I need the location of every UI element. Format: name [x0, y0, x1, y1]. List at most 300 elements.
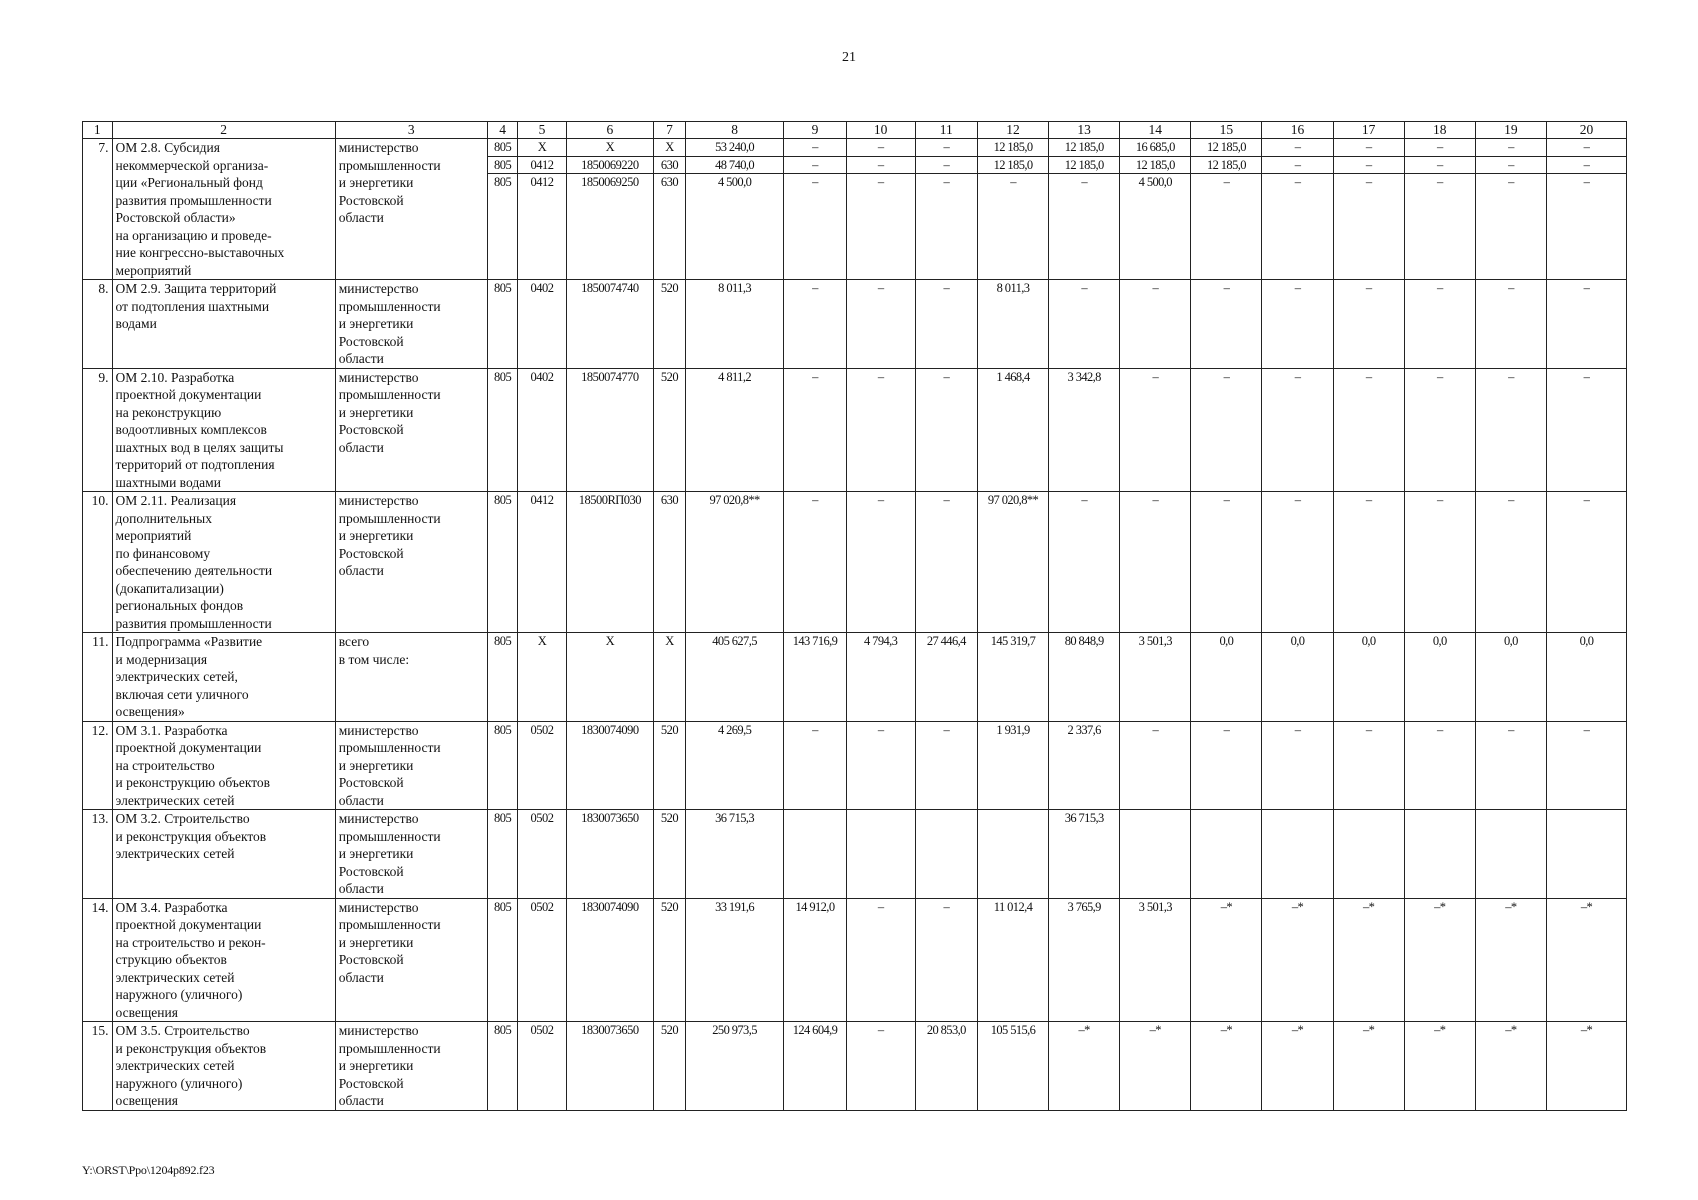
column-header: 18 [1404, 122, 1475, 139]
executor-line: Ростовской [338, 775, 404, 790]
amount-value: –* [1434, 899, 1446, 914]
amount-value: – [877, 369, 884, 384]
amount-value: 8 011,3 [996, 281, 1030, 295]
executor-line: Ростовской [338, 863, 404, 879]
measure-name-line: на реконструкцию [115, 404, 222, 420]
amount-value [1479, 810, 1543, 828]
column-header: 9 [784, 122, 846, 139]
amount-value: – [1583, 722, 1590, 737]
measure-name-line: ОМ 3.5. Строительство [115, 1023, 250, 1038]
amount-value: – [1508, 175, 1514, 189]
measure-name-line: Ростовской области» [115, 210, 236, 225]
amount-cell [1120, 368, 1191, 492]
amount-value: – [1583, 369, 1590, 384]
code-value: 805 [494, 493, 512, 507]
executor-line: Ростовской [338, 952, 404, 967]
amount-cell [1120, 1022, 1191, 1111]
column-header: 4 [487, 122, 518, 139]
amount-value: 0,0 [1219, 634, 1234, 648]
amount-value: 16 685,0 [1120, 139, 1190, 157]
code-value: Х [605, 634, 615, 648]
amount-value: – [943, 281, 950, 295]
measure-name [112, 492, 335, 633]
amount-cell [1191, 1022, 1262, 1111]
amount-cell [784, 898, 846, 1022]
measure-name-line: и реконструкцию объектов [115, 775, 271, 790]
column-header: 1 [83, 122, 113, 139]
amount-value: – [1508, 722, 1514, 737]
table-row [83, 368, 1627, 492]
amount-value: – [1294, 493, 1301, 507]
executor-line: области [338, 792, 384, 808]
budget-code-cell [487, 898, 518, 1022]
amount-value: 124 604,9 [792, 1023, 838, 1037]
amount-value [1265, 810, 1329, 828]
amount-cell [1546, 280, 1626, 369]
amount-value: – [847, 157, 915, 175]
amount-cell [1333, 280, 1404, 369]
row-number: 14. [83, 898, 113, 1022]
column-header: 10 [846, 122, 915, 139]
executor-line: промышленности [338, 157, 441, 173]
measure-name-line: ОМ 3.4. Разработка [115, 899, 228, 915]
amount-cell [784, 280, 846, 369]
code-value: 520 [660, 811, 679, 825]
measure-name-line: на организацию и проведе- [115, 227, 272, 243]
code-value: 805 [488, 139, 518, 157]
amount-value: 405 627,5 [712, 634, 757, 648]
amount-value: – [1365, 722, 1372, 737]
amount-value: –* [1220, 899, 1233, 914]
amount-cell [1262, 280, 1333, 369]
code-value: 0502 [530, 811, 554, 825]
amount-cell [1333, 139, 1404, 280]
amount-value: 12 185,0 [978, 139, 1048, 157]
code-value: 805 [494, 634, 512, 648]
measure-name [112, 721, 335, 810]
amount-cell [977, 280, 1048, 369]
amount-cell [1333, 810, 1404, 899]
measure-name-line: развития промышленности [115, 615, 272, 631]
amount-cell [685, 633, 783, 722]
executor [335, 721, 487, 810]
amount-value: 4 500,0 [1138, 175, 1172, 189]
table-row [83, 492, 1627, 633]
measure-name-line: водами [115, 316, 157, 331]
executor [335, 633, 487, 722]
table-row [83, 280, 1627, 369]
amount-value: 12 185,0 [1191, 139, 1261, 157]
measure-name [112, 1022, 335, 1111]
code-value: 805 [494, 369, 512, 384]
amount-value: – [1436, 722, 1443, 737]
code-value: 0412 [530, 175, 554, 189]
amount-value: – [812, 175, 818, 189]
measure-name-line: (докапитализации) [115, 580, 224, 596]
amount-cell [1333, 721, 1404, 810]
amount-value: 12 185,0 [1049, 157, 1119, 175]
amount-value: – [877, 175, 884, 189]
amount-value: 0,0 [1432, 634, 1447, 648]
row-number: 11. [83, 633, 113, 722]
amount-value: – [1436, 369, 1443, 384]
code-value: 0502 [530, 899, 554, 914]
amount-cell [915, 810, 977, 899]
amount-cell [977, 810, 1048, 899]
code-value: 520 [660, 899, 679, 914]
measure-name-line: включая сети уличного [115, 686, 249, 702]
amount-value: – [1583, 281, 1590, 295]
amount-cell [1404, 721, 1475, 810]
budget-code-cell [518, 898, 566, 1022]
budget-code-cell [654, 280, 686, 369]
amount-value: –* [1580, 1023, 1593, 1037]
amount-value: – [1405, 139, 1475, 157]
amount-cell [1333, 492, 1404, 633]
executor-line: области [338, 1093, 384, 1108]
amount-cell [1191, 810, 1262, 899]
amount-value: –* [1291, 899, 1304, 914]
amount-cell [1191, 721, 1262, 810]
amount-cell [846, 721, 915, 810]
amount-value: – [1334, 139, 1404, 157]
amount-value: – [1223, 175, 1230, 189]
budget-code-cell [487, 368, 518, 492]
amount-value: 145 319,7 [990, 634, 1036, 648]
table-row [83, 633, 1627, 722]
executor-line: области [338, 881, 384, 896]
amount-value: – [916, 139, 977, 157]
amount-value: 250 973,5 [712, 1023, 757, 1037]
amount-value: 80 848,9 [1064, 634, 1104, 648]
measure-name-line: освещения [115, 1004, 178, 1020]
amount-value: – [1081, 175, 1087, 189]
code-value: Х [654, 139, 685, 157]
amount-value: 12 185,0 [1049, 139, 1119, 157]
executor [335, 810, 487, 899]
measure-name-line: проектной документации [115, 740, 262, 755]
amount-value: – [877, 493, 884, 507]
amount-value: 0,0 [1361, 634, 1376, 648]
amount-cell [1049, 368, 1120, 492]
amount-value: 14 912,0 [795, 899, 835, 914]
amount-cell [1333, 898, 1404, 1022]
table-row [83, 810, 1627, 899]
code-value: 805 [494, 811, 512, 825]
executor-line: в том числе: [338, 651, 410, 667]
executor-line: Ростовской [338, 545, 404, 561]
amount-value: 12 185,0 [1191, 157, 1261, 175]
measure-name-line: от подтопления шахтными [115, 298, 270, 314]
measure-name [112, 280, 335, 369]
amount-cell [1475, 810, 1546, 899]
amount-cell [784, 1022, 846, 1111]
column-header: 8 [685, 122, 783, 139]
executor-line: промышленности [338, 828, 441, 844]
amount-cell [1546, 633, 1626, 722]
amount-value: 143 716,9 [792, 634, 838, 648]
amount-cell [685, 721, 783, 810]
code-value: 0412 [518, 157, 565, 175]
amount-cell [685, 139, 783, 280]
executor-line: промышленности [338, 740, 441, 755]
budget-code-cell [518, 139, 566, 280]
amount-value: – [1081, 493, 1087, 507]
amount-value: 4 811,2 [718, 369, 752, 384]
measure-name-line: дополнительных [115, 510, 212, 526]
amount-cell [1475, 139, 1546, 280]
executor [335, 368, 487, 492]
executor-line: области [338, 439, 384, 455]
amount-cell [1404, 280, 1475, 369]
code-value: 805 [488, 157, 518, 175]
amount-cell [1404, 810, 1475, 899]
amount-value: 4 500,0 [717, 175, 752, 189]
amount-value: – [1262, 139, 1332, 157]
executor-line: и энергетики [338, 175, 414, 190]
amount-value: – [1547, 139, 1626, 157]
amount-cell [846, 633, 915, 722]
amount-cell [1191, 898, 1262, 1022]
amount-value: 12 185,0 [1120, 157, 1190, 175]
amount-cell [685, 368, 783, 492]
amount-cell [1546, 1022, 1626, 1111]
budget-code-cell [518, 721, 566, 810]
amount-value: 8 011,3 [718, 281, 752, 295]
amount-value: – [1081, 281, 1087, 295]
amount-value: – [877, 899, 884, 914]
column-header: 5 [518, 122, 566, 139]
measure-name-line: шахтными водами [115, 474, 221, 490]
amount-cell [1191, 368, 1262, 492]
amount-value: 27 446,4 [926, 634, 966, 648]
amount-cell [915, 721, 977, 810]
measure-name [112, 633, 335, 722]
amount-value: 3 501,3 [1138, 899, 1172, 914]
budget-code-cell [654, 721, 686, 810]
code-value: 520 [660, 722, 679, 737]
amount-cell [1049, 810, 1120, 899]
measure-name-line: на строительство и рекон- [115, 934, 266, 950]
executor-line: промышленности [338, 387, 441, 402]
amount-cell [915, 139, 977, 280]
column-header: 15 [1191, 122, 1262, 139]
amount-value [1337, 810, 1401, 828]
code-value: 0412 [530, 493, 554, 507]
amount-value [850, 810, 912, 828]
executor-line: министерство [338, 493, 419, 508]
amount-value: 2 337,6 [1067, 722, 1101, 737]
amount-value: 3 765,9 [1067, 899, 1101, 914]
amount-cell [1120, 721, 1191, 810]
amount-value: – [784, 157, 845, 175]
amount-cell [685, 810, 783, 899]
amount-cell [1049, 633, 1120, 722]
amount-value: –* [1363, 899, 1375, 914]
amount-value: – [1152, 493, 1159, 507]
code-value: 1830073650 [581, 811, 639, 825]
amount-value: – [1365, 493, 1372, 507]
measure-name-line: ние конгрессно-выставочных [115, 245, 285, 260]
executor-line: области [338, 210, 384, 225]
amount-cell [846, 810, 915, 899]
amount-cell [1049, 1022, 1120, 1111]
code-value: 0402 [530, 369, 554, 384]
amount-cell [846, 280, 915, 369]
budget-code-cell [654, 368, 686, 492]
amount-value: – [1405, 157, 1475, 175]
budget-code-cell [566, 721, 654, 810]
amount-cell [1120, 898, 1191, 1022]
code-value: 805 [494, 175, 512, 189]
amount-value: –* [1580, 899, 1593, 914]
budget-code-cell [654, 139, 686, 280]
measure-name-line: электрических сетей [115, 969, 235, 985]
amount-value: – [812, 722, 818, 737]
column-header: 19 [1475, 122, 1546, 139]
amount-value: – [943, 899, 950, 914]
measure-name-line: ОМ 2.9. Защита территорий [115, 281, 277, 296]
amount-cell [915, 280, 977, 369]
measure-name [112, 810, 335, 899]
amount-value: 4 794,3 [864, 634, 898, 648]
budget-code-cell [487, 280, 518, 369]
budget-code-cell [518, 810, 566, 899]
measure-name-line: ОМ 2.10. Разработка [115, 369, 235, 385]
amount-value: – [943, 493, 950, 507]
amount-cell [1546, 368, 1626, 492]
amount-value: – [847, 139, 915, 157]
table-header-row [83, 122, 1627, 139]
row-number: 8. [83, 280, 113, 369]
amount-value: – [1365, 281, 1372, 295]
amount-value: 105 515,6 [990, 1023, 1036, 1037]
executor-line: министерство [338, 811, 419, 826]
budget-code-cell [518, 492, 566, 633]
budget-code-cell [566, 368, 654, 492]
executor-line: и энергетики [338, 404, 414, 420]
amount-value: – [1152, 722, 1159, 737]
amount-value: 53 240,0 [686, 139, 783, 157]
code-value: 0502 [530, 722, 554, 737]
amount-cell [1475, 1022, 1546, 1111]
budget-code-cell [654, 492, 686, 633]
measure-name-line: развития промышленности [115, 192, 272, 208]
amount-value: 1 468,4 [996, 369, 1030, 384]
amount-value: – [1152, 369, 1159, 384]
row-number: 15. [83, 1022, 113, 1111]
amount-cell [1120, 492, 1191, 633]
amount-cell [977, 721, 1048, 810]
table-row [83, 139, 1627, 280]
amount-cell [1262, 492, 1333, 633]
amount-cell [915, 368, 977, 492]
code-value: 0402 [530, 281, 554, 295]
budget-code-cell [487, 1022, 518, 1111]
amount-value: 3 501,3 [1138, 634, 1172, 648]
code-value: 520 [660, 281, 679, 295]
amount-cell [1262, 139, 1333, 280]
amount-cell [1262, 633, 1333, 722]
amount-value: – [812, 281, 818, 295]
executor-line: министерство [338, 281, 419, 296]
amount-value: –* [1434, 1023, 1446, 1037]
column-header: 2 [112, 122, 335, 139]
amount-cell [1475, 368, 1546, 492]
amount-cell [1546, 898, 1626, 1022]
amount-cell [846, 492, 915, 633]
code-value: Х [518, 139, 565, 157]
amount-cell [685, 280, 783, 369]
amount-cell [784, 633, 846, 722]
measure-name-line: шахтных вод в целях защиты [115, 439, 284, 455]
code-value: 520 [660, 369, 679, 384]
amount-cell [1262, 368, 1333, 492]
code-value: 1850069220 [567, 157, 654, 175]
executor-line: промышленности [338, 917, 441, 932]
amount-value: 4 269,5 [717, 722, 752, 737]
code-value: 1830073650 [581, 1023, 639, 1037]
budget-code-cell [518, 1022, 566, 1111]
amount-value: – [1294, 369, 1301, 384]
amount-cell [784, 492, 846, 633]
page-number: 21 [842, 50, 856, 65]
amount-value: 11 012,4 [993, 899, 1033, 914]
budget-code-cell [487, 492, 518, 633]
amount-value: – [1583, 493, 1590, 507]
amount-cell [846, 139, 915, 280]
measure-name-line: ОМ 2.8. Субсидия [115, 140, 220, 155]
budget-code-cell [566, 633, 654, 722]
executor-line: и энергетики [338, 316, 414, 331]
amount-cell [915, 492, 977, 633]
amount-value: 36 715,3 [715, 811, 755, 825]
code-value: 1830074090 [581, 899, 639, 914]
measure-name-line: Подпрограмма «Развитие [115, 634, 263, 649]
measure-name-line: обеспечению деятельности [115, 563, 273, 578]
amount-cell [784, 139, 846, 280]
table-row [83, 1022, 1627, 1111]
executor-line: Ростовской [338, 1075, 404, 1091]
amount-value: 0,0 [1290, 634, 1305, 648]
amount-value: –* [1363, 1023, 1375, 1037]
budget-code-cell [487, 810, 518, 899]
amount-cell [977, 898, 1048, 1022]
measure-name-line: по финансовому [115, 545, 211, 561]
measure-name-line: и реконструкция объектов [115, 1040, 267, 1056]
table-row [83, 898, 1627, 1022]
measure-name-line: освещения» [115, 704, 185, 719]
amount-value: – [1010, 175, 1016, 189]
row-number: 9. [83, 368, 113, 492]
budget-code-cell [654, 633, 686, 722]
column-header: 6 [566, 122, 654, 139]
executor [335, 898, 487, 1022]
column-header: 12 [977, 122, 1048, 139]
amount-value: 20 853,0 [926, 1023, 966, 1037]
measure-name-line: мероприятий [115, 528, 192, 543]
executor-line: и энергетики [338, 1058, 414, 1073]
amount-cell [1262, 898, 1333, 1022]
amount-value [1408, 810, 1472, 828]
amount-value: – [1583, 175, 1590, 189]
amount-cell [915, 633, 977, 722]
amount-cell [1404, 492, 1475, 633]
amount-cell [1049, 280, 1120, 369]
measure-name-line: региональных фондов [115, 598, 244, 613]
amount-value: 0,0 [1579, 634, 1594, 648]
executor-line: области [338, 351, 384, 366]
